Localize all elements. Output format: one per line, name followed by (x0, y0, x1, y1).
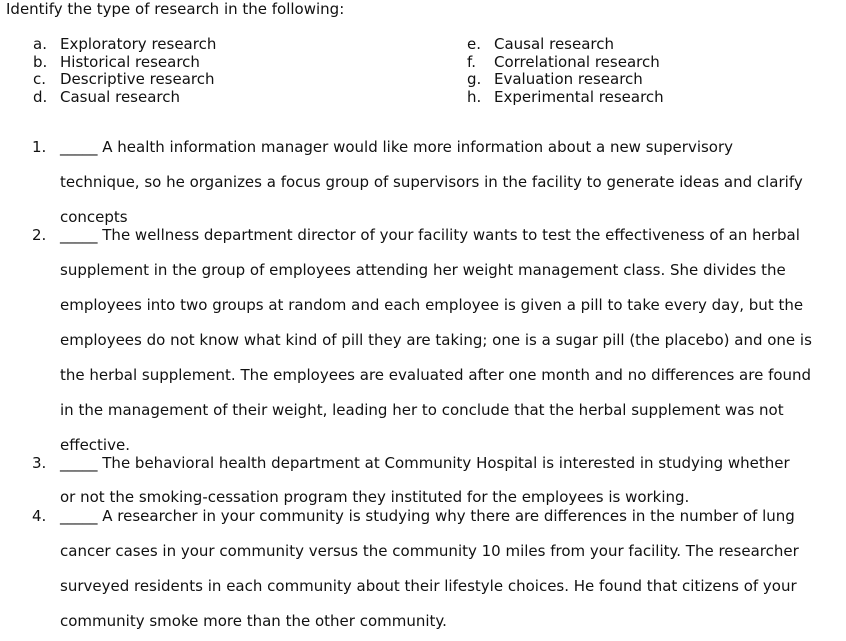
question-3-line-1: _____ The behavioral health department at Community Hospital is interested in studying whether (60, 454, 790, 472)
question-2-line-5: the herbal supplement. The employees are evaluated after one month and no differences are found (60, 366, 812, 384)
option-label-d: Casual research (60, 88, 181, 106)
option-letter-b: b. (33, 53, 48, 71)
question-4-line-2: cancer cases in your community versus the community 10 miles from your facility. The researcher (60, 542, 799, 560)
question-1-number: 1. (32, 138, 47, 156)
option-letter-h: h. (467, 88, 482, 106)
question-2-line-4: employees do not know what kind of pill they are taking; one is a sugar pill (the placebo) and one is (60, 331, 812, 349)
question-3-line-2: or not the smoking-cessation program they instituted for the employees is working. (60, 488, 690, 506)
option-label-a: Exploratory research (60, 35, 217, 53)
option-letter-f: f. (467, 53, 476, 71)
question-1-line-1: _____ A health information manager would like more information about a new supervisory (60, 138, 734, 156)
option-letter-d: d. (33, 88, 48, 106)
question-2-line-3: employees into two groups at random and each employee is given a pill to take every day, but the (60, 296, 804, 314)
option-label-g: Evaluation research (494, 70, 643, 88)
question-4-number: 4. (32, 507, 47, 525)
question-2-number: 2. (32, 226, 47, 244)
option-letter-a: a. (33, 35, 47, 53)
option-letter-e: e. (467, 35, 481, 53)
option-label-e: Causal research (494, 35, 615, 53)
instructions-heading: Identify the type of research in the following: (6, 0, 345, 18)
option-label-h: Experimental research (494, 88, 664, 106)
question-2-line-7: effective. (60, 436, 130, 454)
question-3-number: 3. (32, 454, 47, 472)
option-label-c: Descriptive research (60, 70, 215, 88)
option-letter-g: g. (467, 70, 482, 88)
question-1-line-3: concepts (60, 208, 128, 226)
question-2-line-1: _____ The wellness department director of your facility wants to test the effectiveness of an herbal (60, 226, 800, 244)
question-1-line-2: technique, so he organizes a focus group of supervisors in the facility to generate ideas and clarify (60, 173, 803, 191)
question-2-line-2: supplement in the group of employees attending her weight management class. She divides the (60, 261, 786, 279)
question-4-line-3: surveyed residents in each community about their lifestyle choices. He found that citizens of your (60, 577, 797, 595)
option-label-f: Correlational research (494, 53, 660, 71)
option-label-b: Historical research (60, 53, 200, 71)
question-4-line-4: community smoke more than the other community. (60, 612, 447, 630)
question-4-line-1: _____ A researcher in your community is studying why there are differences in the number of lung (60, 507, 795, 525)
option-letter-c: c. (33, 70, 47, 88)
question-2-line-6: in the management of their weight, leading her to conclude that the herbal supplement was not (60, 401, 784, 419)
